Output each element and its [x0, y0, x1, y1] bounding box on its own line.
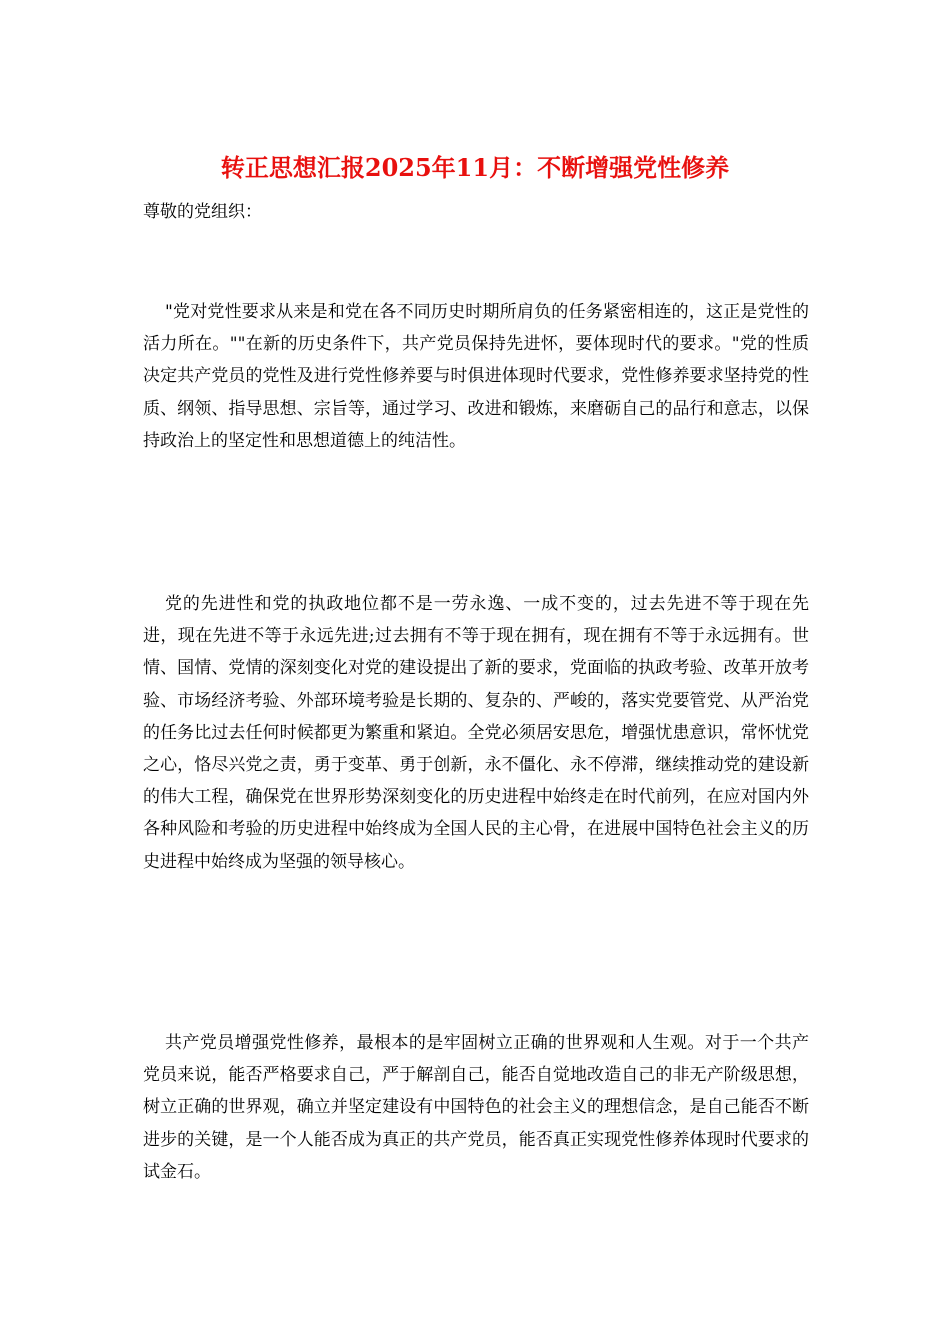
paragraph-2: 党的先进性和党的执政地位都不是一劳永逸、一成不变的，过去先进不等于现在先进，现在先进不等于永远先进;过去拥有不等于现在拥有，现在拥有不等于永远拥有。世情、国情、党情的深刻变化对党的建设提出了新的要求，党面临的执政考验、改革开放考验、市场经济考验、外部环境考验是长期的、复杂的、严峻的，落实党要管党、从严治党的任务比过去任何时候都更为繁重和紧迫。全党必须居安思危，增强忧患意识，常怀忧党之心，恪尽兴党之责，勇于变革、勇于创新，永不僵化、永不停滞，继续推动党的建设新的伟大工程，确保党在世界形势深刻变化的历史进程中始终走在时代前列，在应对国内外各种风险和考验的历史进程中始终成为全国人民的主心骨，在进展中国特色社会主义的历史进程中始终成为坚强的领导核心。 [143, 594, 809, 872]
document-title: 转正思想汇报2025年11月：不断增强党性修养 [220, 153, 730, 182]
salutation: 尊敬的党组织： [143, 202, 262, 222]
paragraph-3: 共产党员增强党性修养，最根本的是牢固树立正确的世界观和人生观。对于一个共产党员来说，能否严格要求自己，严于解剖自己，能否自觉地改造自己的非无产阶级思想，树立正确的世界观，确立并坚定建设有中国特色的社会主义的理想信念，是自己能否不断进步的关键，是一个人能否成为真正的共产党员，能否真正实现党性修养体现时代要求的试金石。 [143, 1033, 809, 1182]
paragraph-1: "党对党性要求从来是和党在各不同历史时期所肩负的任务紧密相连的，这正是党性的活力所在。""在新的历史条件下，共产党员保持先进怀，要体现时代的要求。"党的性质决定共产党员的党性及进行党性修养要与时俱进体现时代要求，党性修养要求坚持党的性质、纲领、指导思想、宗旨等，通过学习、改进和锻炼，来磨砺自己的品行和意志，以保持政治上的坚定性和思想道德上的纯洁性。 [143, 302, 809, 451]
